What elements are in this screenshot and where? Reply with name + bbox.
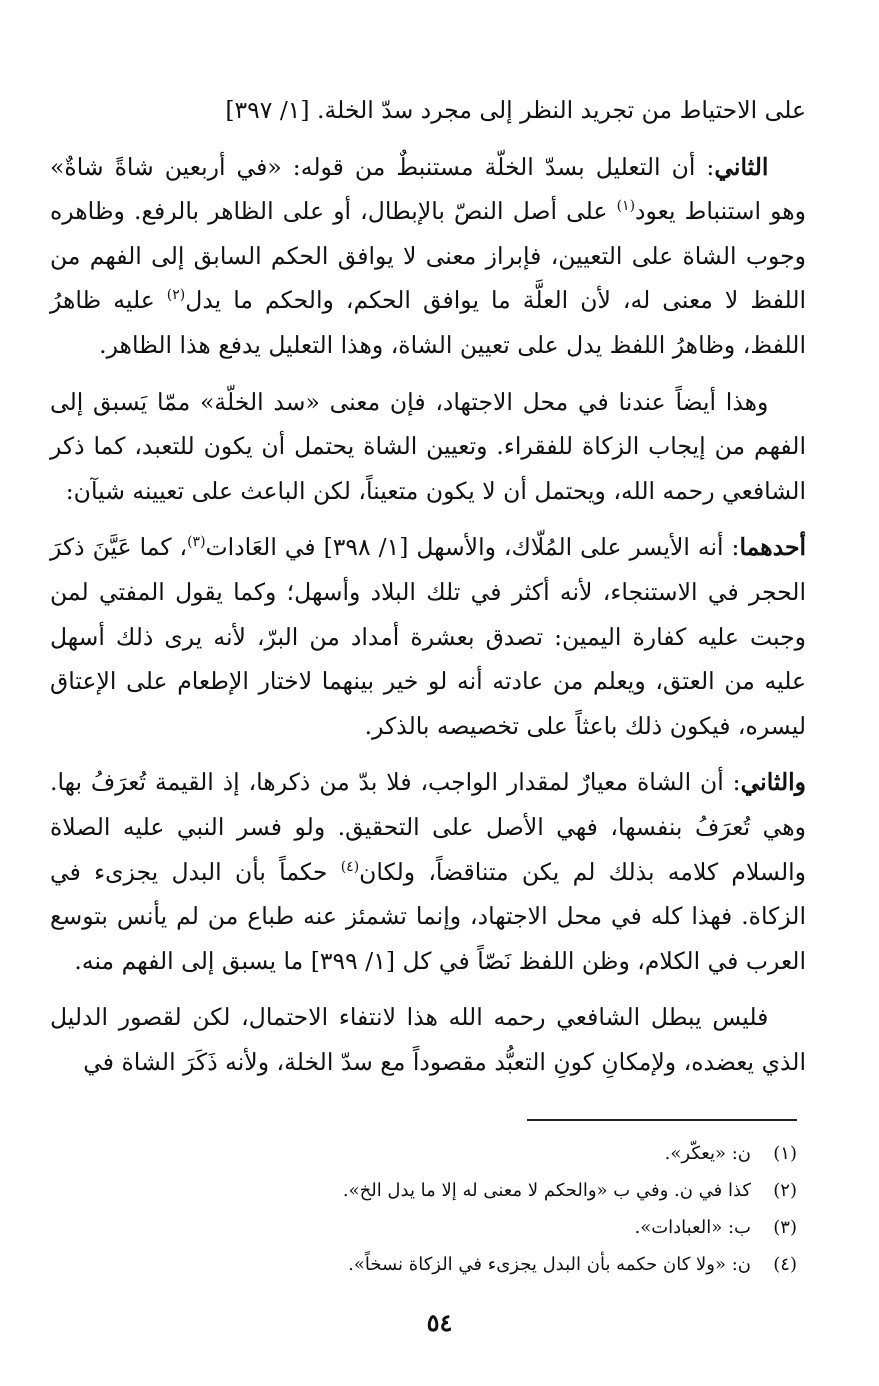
footnote-text: ن: «يعكّر». <box>664 1143 751 1164</box>
footnote-number: (٣) <box>773 1217 797 1238</box>
footnote-number: (١) <box>773 1143 797 1164</box>
paragraph-5-lead: والثاني <box>740 768 806 797</box>
footnote-1 <box>147 1135 797 1172</box>
footnote-ref-3: (٣) <box>187 534 206 551</box>
footnote-ref-1: (١) <box>616 198 636 215</box>
footnote-text: ب: «العبادات». <box>634 1217 751 1238</box>
footnote-number: (٢) <box>773 1180 797 1201</box>
paragraph-4-text: : أنه الأيسر على المُلّاك، والأسهل [١/ ٣٩٨] في العَادات <box>205 533 740 562</box>
footnote-2 <box>147 1172 797 1209</box>
paragraph-6-text: فليس يبطل الشافعي رحمه الله هذا لانتفاء الاحتمال، لكن لقصور الدليل الذي يعضده، ولإمكانِ كونِ التعبُّد مقصوداً مع سدّ الخلة، ولأنه ذَكَرَ الشاة في <box>50 1003 806 1076</box>
paragraph-3-text: وهذا أيضاً عندنا في محل الاجتهاد، فإن معنى «سد الخلّة» ممّا يَسبق إلى الفهم من إيجاب الزكاة للفقراء. وتعيين الشاة يحتمل أن يكون للتعبد، كما ذكر الشافعي رحمه الله، ويحتمل أن لا يكون متعيناً، لكن الباعث على تعيينه شيآن: <box>50 387 806 505</box>
paragraph-1-text: على الاحتياط من تجريد النظر إلى مجرد سدّ الخلة. [١/ ٣٩٧] <box>225 96 806 124</box>
paragraph-2-text-c: عليه ظاهرُ اللفظ، وظاهرُ اللفظ يدل على تعيين الشاة، وهذا التعليل يدفع هذا الظاهر. <box>50 286 806 359</box>
footnote-number: (٤) <box>773 1254 797 1275</box>
footnote-3 <box>147 1209 797 1246</box>
footnote-4 <box>147 1246 797 1283</box>
footnote-ref-4: (٤) <box>340 858 360 875</box>
paragraph-2-text-b: على أصل النصّ بالإبطال، أو على الظاهر بالرفع. وظاهره وجوب الشاة على التعيين، فإبراز معنى لا يوافق الحكم السابق إلى الفهم من اللفظ لا معنى له، لأن العلَّة ما يوافق الحكم، والحكم ما يدل <box>50 197 807 315</box>
paragraph-5 <box>50 760 806 983</box>
paragraph-1 <box>50 88 806 133</box>
paragraph-4-text-b: ، كما عَيَّنَ ذكرَ الحجر في الاستنجاء، لأنه أكثر في تلك البلاد وأسهل؛ وكما يقول المفتي لمن وجبت عليه كفارة اليمين: تصدق بعشرة أمداد من البرّ، لأنه يرى ذلك أسهل عليه من العتق، ويعلم من عادته أنه لو خير بينهما لاختار الإطعام على الإعتاق ليسره، فيكون ذلك باعثاً على تخصيصه بالذكر. <box>50 533 806 740</box>
footnotes <box>147 1135 797 1283</box>
paragraph-4-lead: أحدهما <box>739 533 806 562</box>
paragraph-4 <box>50 525 806 748</box>
paragraph-6 <box>50 995 806 1084</box>
paragraph-5-text-b: حكماً بأن البدل يجزىء في الزكاة. فهذا كله في محل الاجتهاد، وإنما تشمئز عنه طباع من لم يأنس بتوسع العرب في الكلام، وظن اللفظ نَصّاً في كل [١/ ٣٩٩] ما يسبق إلى الفهم منه. <box>50 857 806 975</box>
footnote-text: كذا في ن. وفي ب «والحكم لا معنى له إلا ما يدل الخ». <box>342 1180 751 1201</box>
paragraph-5-text: : أن الشاة معيارٌ لمقدار الواجب، فلا بدّ من ذكرها، إذ القيمة تُعرَفُ بها. وهي تُعرَفُ بنفسها، فهي الأصل على التحقيق. ولو فسر النبي عليه الصلاة والسلام كلامه بذلك لم يكن متناقضاً، ولكان <box>50 768 807 886</box>
paragraph-2-text: : أن التعليل بسدّ الخلّة مستنبطٌ من قوله: «في أربعين شاةً شاةٌ» وهو استنباط يعود <box>50 152 806 226</box>
paragraph-2 <box>50 145 806 368</box>
footnote-separator <box>527 1119 797 1121</box>
footnote-ref-2: (٢) <box>166 287 186 304</box>
paragraph-2-lead: الثاني <box>714 152 769 181</box>
main-text <box>50 88 806 1096</box>
paragraph-3 <box>50 380 806 514</box>
page-number: ٥٤ <box>426 1308 453 1337</box>
footnote-text: ن: «ولا كان حكمه بأن البدل يجزىء في الزكاة نسخاً». <box>348 1254 751 1275</box>
